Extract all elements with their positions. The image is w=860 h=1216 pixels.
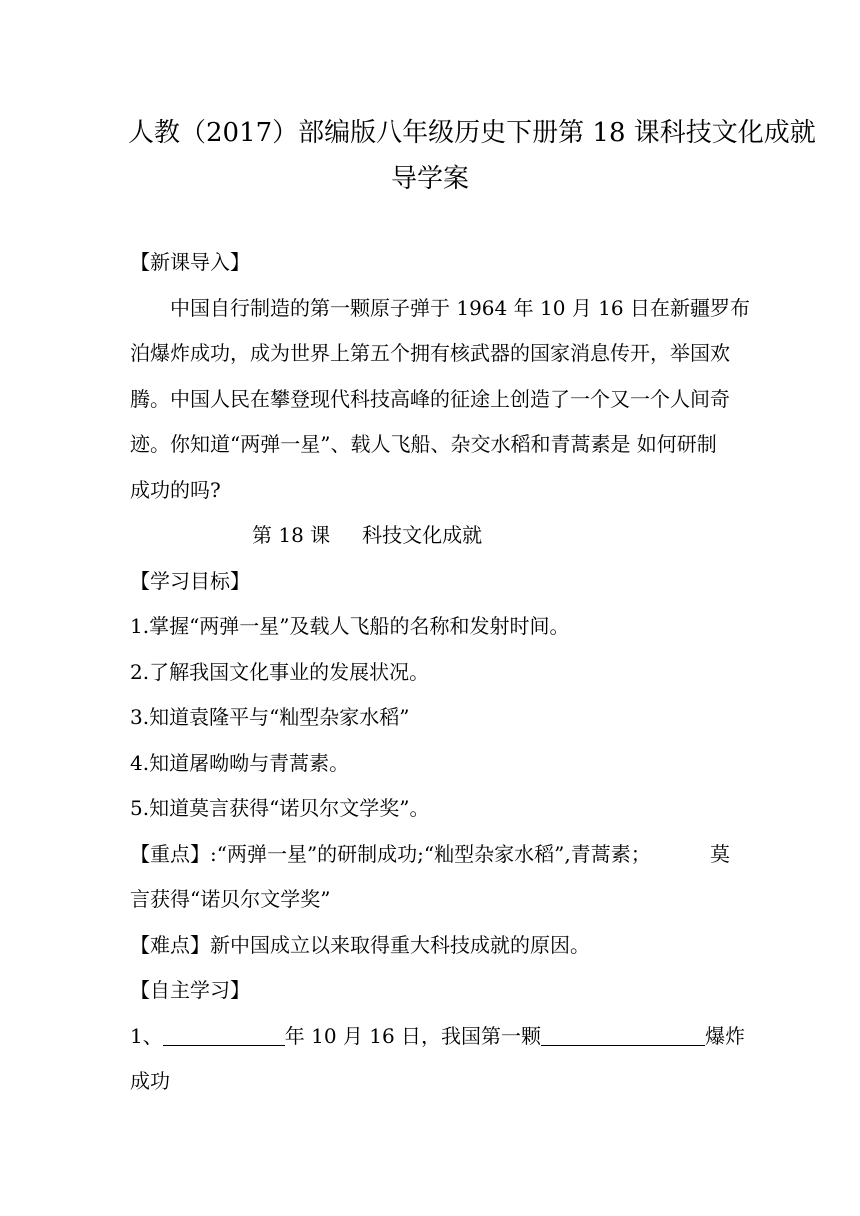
objective-item: 3.知道袁隆平与“籼型杂家水稻” [130,705,410,729]
intro-line: 成功的吗? [130,477,221,502]
keypoints-end: 莫 [710,841,730,866]
lesson-number: 第 18 课 [252,523,331,547]
selfstudy-question-1-continued: 成功 [130,1069,170,1093]
document-body [130,240,750,1105]
objective-item: 5.知道莫言获得“诺贝尔文学奖”。 [130,796,430,820]
keypoints-line-2: 言获得“诺贝尔文学奖” [130,887,331,911]
intro-line: 腾。中国人民在攀登现代科技高峰的征途上创造了一个又一个人间奇 [130,386,730,411]
selfstudy-heading: 【自主学习】 [130,978,250,1002]
lesson-name: 科技文化成就 [362,523,483,547]
lesson-title [130,513,730,559]
intro-line: 迹。你知道“两弹一星”、载人飞船、杂交水稻和青蒿素是 如何研制 [130,432,717,456]
item-blank[interactable] [541,1025,705,1046]
intro-line: 泊爆炸成功，成为世界上第五个拥有核武器的国家消息传开，举国欢 [130,341,730,365]
year-blank[interactable] [163,1025,285,1046]
question-text: 年 10 月 16 日，我国第一颗 [284,1023,542,1048]
selfstudy-question-1 [130,1014,746,1060]
objective-item: 2.了解我国文化事业的发展状况。 [130,659,430,684]
question-number: 1、 [130,1023,163,1048]
intro-line: 中国自行制造的第一颗原子弹于 1964 年 10 月 16 日在新疆罗布 [170,295,750,320]
title-line-1: 人教（2017）部编版八年级历史下册第 18 课科技文化成就 [128,118,816,148]
intro-heading: 【新课导入】 [130,250,250,274]
objectives-heading: 【学习目标】 [130,568,250,593]
difficulty-line: 【难点】新中国成立以来取得重大科技成就的原因。 [130,932,590,957]
objective-item: 1.掌握“两弹一星”及载人飞船的名称和发射时间。 [130,614,570,638]
keypoints-line-1 [130,832,730,878]
objective-item: 4.知道屠呦呦与青蒿素。 [130,750,350,775]
keypoints-text: 【重点】:“两弹一星”的研制成功;“籼型杂家水稻”,青蒿素； [130,841,651,866]
title-line-2: 导学案 [390,164,469,194]
question-text-end: 爆炸 [705,1023,746,1048]
document-title [128,110,816,202]
